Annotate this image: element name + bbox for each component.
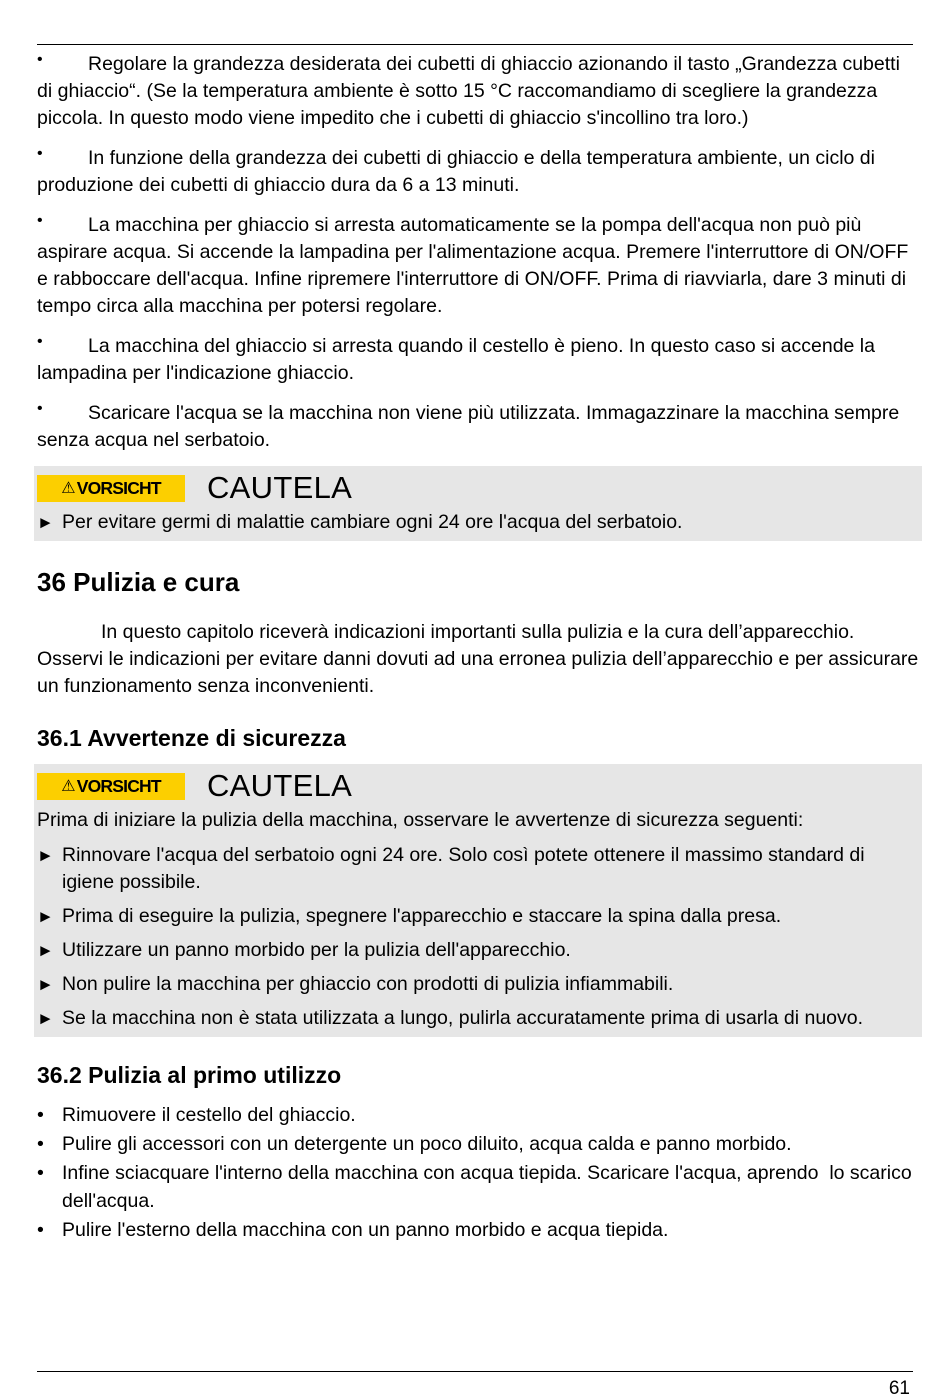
section-intro: In questo capitolo riceverà indicazioni importanti sulla pulizia e la cura dell’apparecchio. Osservi le indicazioni per evitare danni dovuti ad una erronea pulizia dell’apparecchio e per assicurare un funzionamento senza inconvenienti. — [37, 621, 919, 697]
badge-label: VORSICHT — [76, 775, 161, 796]
page-content — [37, 51, 919, 1245]
page-number: 61 — [888, 1378, 910, 1399]
arrow-right-icon: ► — [37, 513, 54, 532]
caution-item — [37, 937, 919, 964]
caution-header — [37, 469, 919, 507]
list-item — [37, 1130, 919, 1158]
bullet-list — [37, 1101, 919, 1244]
subsection-heading: 36.2 Pulizia al primo utilizzo — [37, 1062, 342, 1088]
caution-box — [34, 764, 922, 1037]
caution-title: CAUTELA — [207, 470, 353, 505]
bullet-text: Scaricare l'acqua se la macchina non viene più utilizzata. Immagazzinare la macchina sempre senza acqua nel serbatoio. — [37, 402, 900, 451]
footer-rule — [37, 1371, 913, 1372]
bullet-paragraph — [37, 333, 919, 387]
caution-title: CAUTELA — [207, 768, 353, 803]
bullet-icon: • — [37, 333, 43, 350]
list-item-text: Rimuovere il cestello del ghiaccio. — [62, 1104, 356, 1126]
caution-item — [37, 842, 919, 896]
list-item — [37, 1216, 919, 1244]
bullet-icon: • — [37, 400, 43, 417]
caution-box — [34, 466, 922, 541]
caution-item-text: Utilizzare un panno morbido per la pulizia dell'apparecchio. — [62, 939, 571, 961]
bullet-text: La macchina del ghiaccio si arresta quando il cestello è pieno. In questo caso si accende la lampadina per l'indicazione ghiaccio. — [37, 335, 875, 384]
list-item — [37, 1101, 919, 1129]
vorsicht-badge — [37, 773, 185, 800]
list-item-text: Infine sciacquare l'interno della macchina con acqua tiepida. Scaricare l'acqua, aprendo lo scarico dell'acqua. — [62, 1162, 918, 1212]
warning-triangle-icon: ⚠ — [61, 480, 75, 497]
bullet-text: La macchina per ghiaccio si arresta automaticamente se la pompa dell'acqua non può più aspirare acqua. Si accende la lampadina per l'alimentazione acqua. Premere l'interruttore di ON/OFF e rabboccare dell'acqua. Infine ripremere l'interruttore di ON/OFF. Prima di riavviarla, dare 3 minuti di tempo circa alla macchina per potersi regolare. — [37, 214, 909, 317]
list-item-text: Pulire l'esterno della macchina con un panno morbido e acqua tiepida. — [62, 1219, 669, 1241]
caution-item — [37, 903, 919, 930]
caution-item-text: Prima di eseguire la pulizia, spegnere l'apparecchio e staccare la spina dalla presa. — [62, 905, 782, 927]
subsection-heading: 36.1 Avvertenze di sicurezza — [37, 725, 346, 751]
bullet-icon: • — [37, 1162, 44, 1184]
header-rule — [37, 44, 913, 45]
bullet-text: Regolare la grandezza desiderata dei cubetti di ghiaccio azionando il tasto „Grandezza cubetti di ghiaccio“. (Se la temperatura ambiente è sotto 15 °C raccomandiamo di scegliere la grandezza piccola. In questo modo viene impedito che i cubetti di ghiaccio s'incollino tra loro.) — [37, 53, 900, 129]
caution-item-text: Per evitare germi di malattie cambiare ogni 24 ore l'acqua del serbatoio. — [62, 511, 683, 533]
caution-lead: Prima di iniziare la pulizia della macchina, osservare le avvertenze di sicurezza seguenti: — [37, 809, 804, 831]
caution-item — [37, 509, 919, 536]
bullet-icon: • — [37, 1133, 44, 1155]
list-item-text: Pulire gli accessori con un detergente un poco diluito, acqua calda e panno morbido. — [62, 1133, 792, 1155]
caution-item — [37, 971, 919, 998]
bullet-icon: • — [37, 212, 43, 229]
warning-triangle-icon: ⚠ — [61, 778, 75, 795]
bullet-text: In funzione della grandezza dei cubetti di ghiaccio e della temperatura ambiente, un ciclo di produzione dei cubetti di ghiaccio dura da 6 a 13 minuti. — [37, 147, 875, 196]
list-item — [37, 1159, 919, 1215]
badge-label: VORSICHT — [76, 477, 161, 498]
caution-item-text: Se la macchina non è stata utilizzata a lungo, pulirla accuratamente prima di usarla di nuovo. — [62, 1007, 864, 1029]
arrow-right-icon: ► — [37, 975, 54, 994]
bullet-icon: • — [37, 51, 43, 68]
arrow-right-icon: ► — [37, 846, 54, 865]
vorsicht-badge — [37, 475, 185, 502]
caution-item-text: Rinnovare l'acqua del serbatoio ogni 24 ore. Solo così potete ottenere il massimo standard di igiene possibile. — [62, 844, 865, 893]
bullet-paragraph — [37, 145, 919, 199]
arrow-right-icon: ► — [37, 907, 54, 926]
bullet-icon: • — [37, 145, 43, 162]
caution-header — [37, 767, 919, 805]
section-heading: 36 Pulizia e cura — [37, 567, 240, 597]
caution-item-text: Non pulire la macchina per ghiaccio con prodotti di pulizia infiammabili. — [62, 973, 674, 995]
bullet-icon: • — [37, 1104, 44, 1126]
bullet-paragraph — [37, 400, 919, 454]
caution-item — [37, 1005, 919, 1032]
bullet-paragraph — [37, 51, 919, 132]
bullet-icon: • — [37, 1219, 44, 1241]
arrow-right-icon: ► — [37, 941, 54, 960]
arrow-right-icon: ► — [37, 1009, 54, 1028]
bullet-paragraph — [37, 212, 919, 320]
